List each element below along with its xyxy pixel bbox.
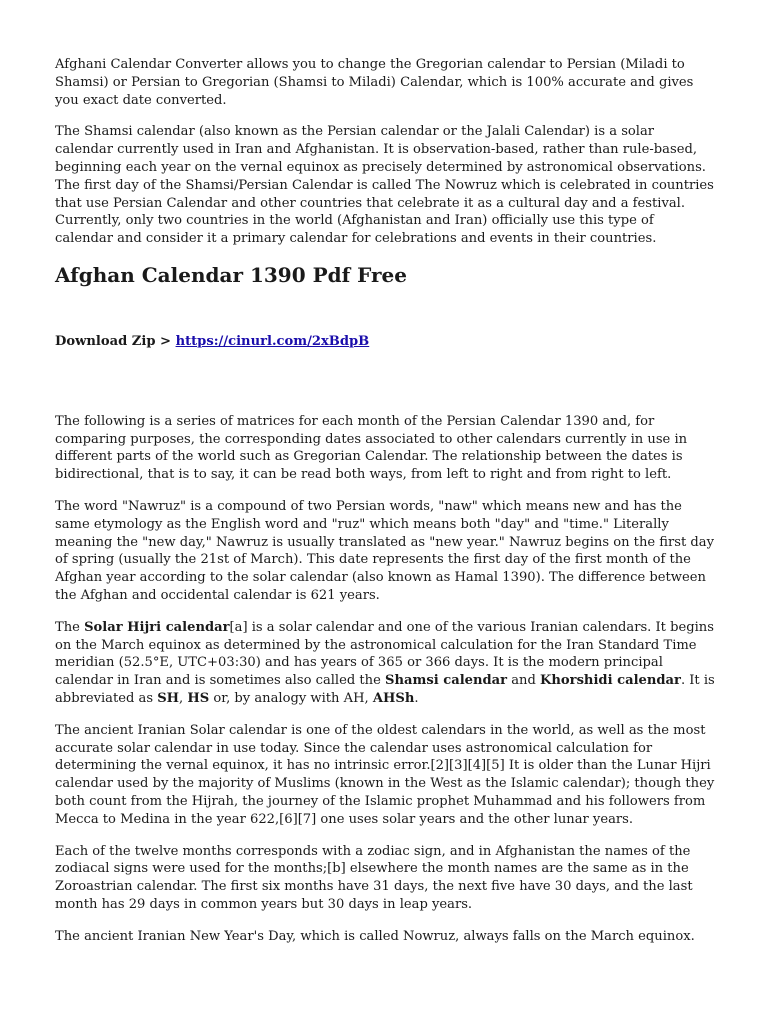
nowruz-paragraph: The ancient Iranian New Year's Day, which is called Nowruz, always falls on the March equinox.	[55, 928, 695, 944]
text-run: [a] is a solar calendar and one of the various Iranian calendars. It begins on the March equinox as determined by the astronomical calculation for the Iran Standard Time meridian (52.5°E, UTC+03:30) and has years of 365 or 366 days. It is the modern principal calendar in Iran and is sometimes also called the	[55, 619, 714, 689]
text-run: and	[507, 673, 541, 689]
text-run: ,	[179, 690, 188, 706]
bold-term: Solar Hijri calendar	[84, 619, 230, 635]
bold-term: Khorshidi calendar	[540, 673, 681, 689]
page-title: Afghan Calendar 1390 Pdf Free	[55, 262, 407, 287]
matrices-paragraph: The following is a series of matrices for each month of the Persian Calendar 1390 and, for comparing purposes, the corresponding dates associated to other calendars currently in use in different parts of the world such as Gregorian Calendar. The relationship between the dates is bidirectional, that is to say, it can be read both ways, from left to right and from right to left.	[55, 413, 688, 483]
bold-term: Shamsi calendar	[385, 673, 508, 689]
spacer	[55, 351, 715, 413]
ancient-calendar-paragraph: The ancient Iranian Solar calendar is one of the oldest calendars in the world, as well as the most accurate solar calendar in use today. Since the calendar uses astronomical calculation for determining the vernal equinox, it has no intrinsic error.[2][3][4][5] It is older than the Lunar Hijri calendar used by the majority of Muslims (known in the West as the Islamic calendar); though they both count from the Hijrah, the journey of the Islamic prophet Muhammad and his followers from Mecca to Medina in the year 622,[6][7] one uses solar years and the other lunar years.	[55, 722, 715, 827]
bold-term: HS	[187, 690, 210, 706]
shamsi-paragraph: The Shamsi calendar (also known as the Persian calendar or the Jalali Calendar) is a solar calendar currently used in Iran and Afghanistan. It is observation-based, rather than rule-based, beginning each year on the vernal equinox as precisely determined by astronomical observations. The first day of the Shamsi/Persian Calendar is called The Nowruz which is celebrated in countries that use Persian Calendar and other countries that celebrate it as a cultural day and a festival. Currently, only two countries in the world (Afghanistan and Iran) officially use this type of calendar and consider it a primary calendar for celebrations and events in their countries.	[55, 124, 714, 247]
text-run: .	[414, 690, 419, 706]
bold-term: AHSh	[372, 690, 415, 706]
intro-paragraph: Afghani Calendar Converter allows you to change the Gregorian calendar to Persian (Miladi to Shamsi) or Persian to Gregorian (Shamsi to Miladi) Calendar, which is 100% accurate and gives you exact date converted.	[55, 57, 694, 108]
download-line	[55, 333, 715, 351]
nawruz-paragraph: The word "Nawruz" is a compound of two Persian words, "naw" which means new and has the same etymology as the English word and "ruz" which means both "day" and "time." Literally meaning the "new day," Nawruz is usually translated as "new year." Nawruz begins on the first day of spring (usually the 21st of March). This date represents the first day of the first month of the Afghan year according to the solar calendar (also known as Hamal 1390). The difference between the Afghan and occidental calendar is 621 years.	[55, 498, 715, 603]
text-run: or, by analogy with AH,	[209, 690, 373, 706]
zodiac-paragraph: Each of the twelve months corresponds with a zodiac sign, and in Afghanistan the names of the zodiacal signs were used for the months;[b] elsewhere the month names are the same as in the Zoroastrian calendar. The first six months have 31 days, the next five have 30 days, and the last month has 29 days in common years but 30 days in leap years.	[55, 843, 693, 912]
solar-hijri-paragraph	[55, 619, 715, 708]
text-run: The	[55, 619, 85, 635]
download-label: Download Zip >	[55, 333, 176, 349]
text-run: . It is abbreviated as	[55, 673, 715, 706]
download-link[interactable]: https://cinurl.com/2xBdpB	[175, 333, 370, 349]
bold-term: SH	[157, 690, 180, 706]
